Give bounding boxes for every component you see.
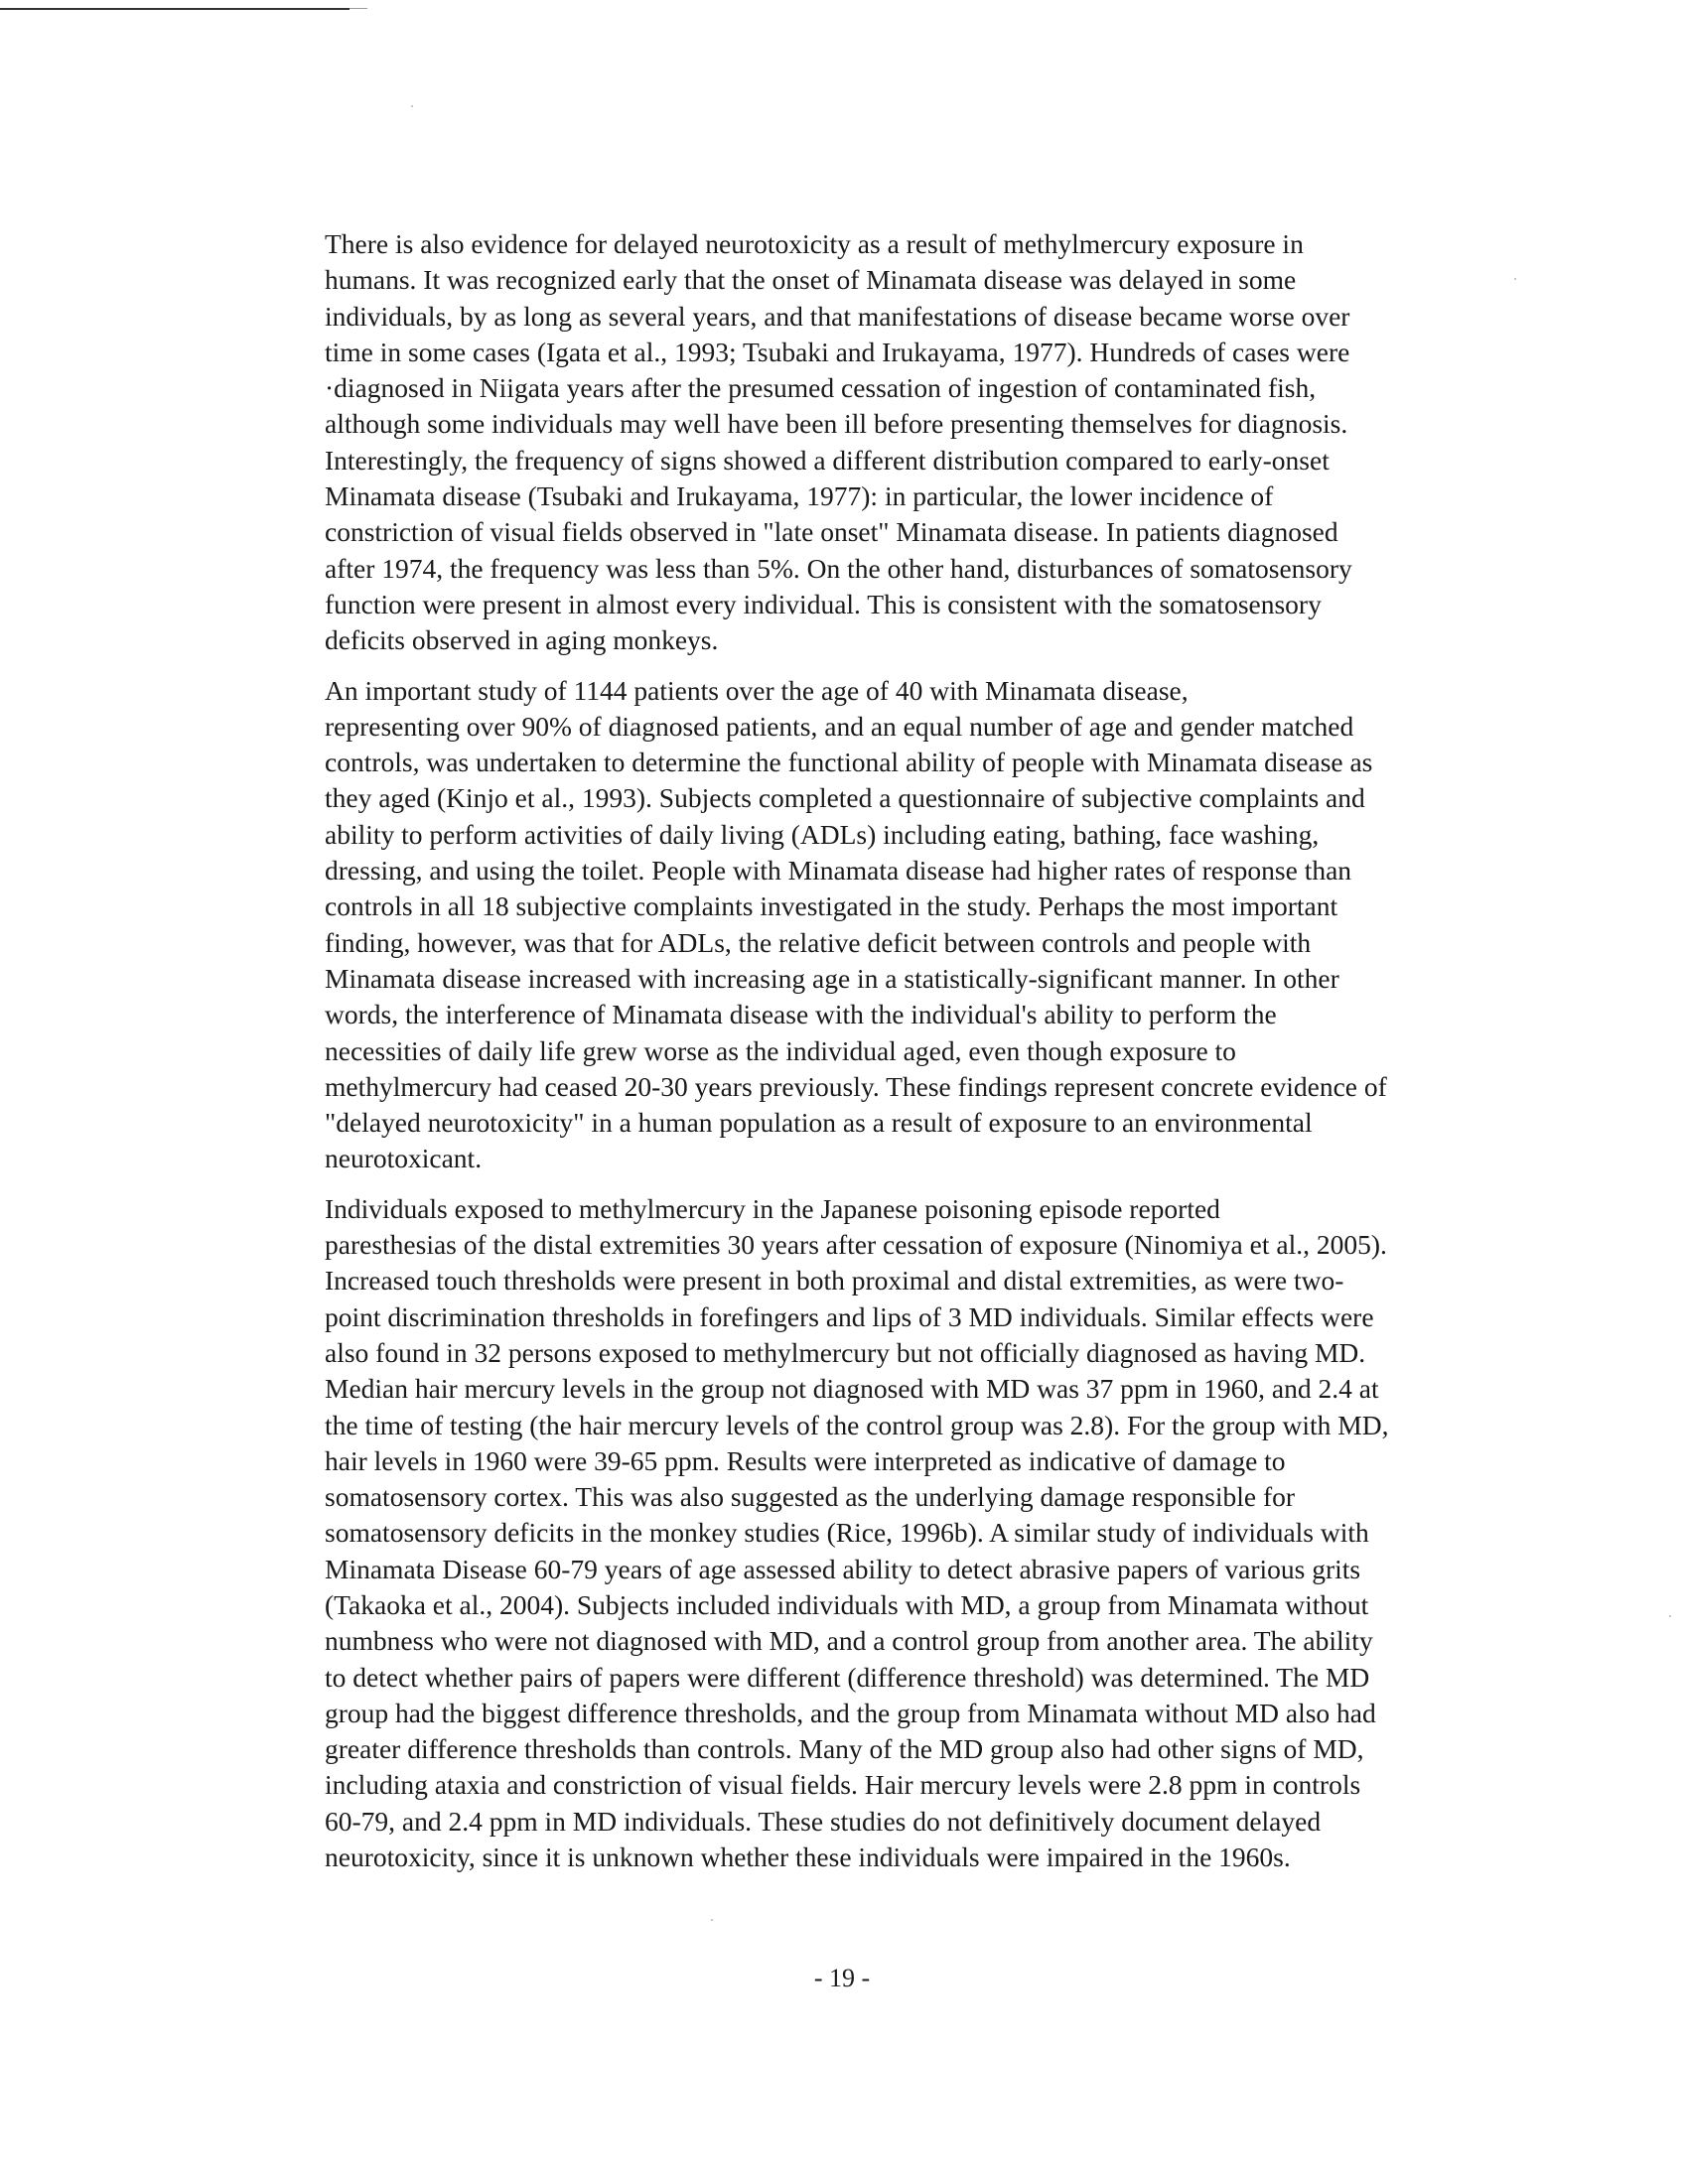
text-line: although some individuals may well have been ill before presenting themselves for diagnosis. — [325, 408, 1348, 440]
text-line: Increased touch thresholds were present in both proximal and distal extremities, as were two- — [325, 1265, 1344, 1297]
text-line: dressing, and using the toilet. People with Minamata disease had higher rates of response than — [325, 855, 1352, 887]
text-line: greater difference thresholds than controls. Many of the MD group also had other signs of MD, — [325, 1733, 1364, 1765]
text-line: Individuals exposed to methylmercury in the Japanese poisoning episode reported — [325, 1192, 1220, 1224]
text-line: to detect whether pairs of papers were different (difference threshold) was determined. The MD — [325, 1661, 1370, 1693]
text-line: deficits observed in aging monkeys. — [325, 624, 719, 656]
text-line: Minamata disease (Tsubaki and Irukayama, 1977): in particular, the lower incidence of — [325, 480, 1274, 512]
page-number: - 19 - — [813, 1964, 871, 1992]
text-line: ability to perform activities of daily living (ADLs) including eating, bathing, face washing, — [325, 818, 1320, 850]
text-line: 60-79, and 2.4 ppm in MD individuals. These studies do not definitively document delayed — [325, 1805, 1322, 1837]
scan-speck — [711, 1919, 713, 1921]
text-line: necessities of daily life grew worse as the individual aged, even though exposure to — [325, 1034, 1236, 1066]
text-line: controls, was undertaken to determine the functional ability of people with Minamata disease as — [325, 747, 1373, 778]
text-line: Interestingly, the frequency of signs showed a different distribution compared to early-onset — [325, 444, 1330, 476]
text-line: paresthesias of the distal extremities 30 years after cessation of exposure (Ninomiya et al., 2005). — [325, 1229, 1387, 1261]
text-line: There is also evidence for delayed neurotoxicity as a result of methylmercury exposure in — [325, 228, 1304, 259]
text-line: function were present in almost every individual. This is consistent with the somatosensory — [325, 588, 1322, 619]
text-line: time in some cases (Igata et al., 1993; Tsubaki and Irukayama, 1977). Hundreds of cases were — [325, 336, 1350, 367]
text-line: they aged (Kinjo et al., 1993). Subjects completed a questionnaire of subjective complaints and — [325, 782, 1365, 814]
text-line: words, the interference of Minamata disease with the individual's ability to perform the — [325, 999, 1277, 1030]
text-line: neurotoxicant. — [325, 1143, 483, 1174]
text-line: group had the biggest difference thresholds, and the group from Minamata without MD also had — [325, 1697, 1376, 1728]
text-line: finding, however, was that for ADLs, the relative deficit between controls and people with — [325, 926, 1312, 958]
text-line: controls in all 18 subjective complaints investigated in the study. Perhaps the most important — [325, 890, 1338, 922]
text-line: Median hair mercury levels in the group not diagnosed with MD was 37 ppm in 1960, and 2.4 at — [325, 1373, 1379, 1405]
header-rule-tail — [350, 8, 367, 9]
text-line: representing over 90% of diagnosed patients, and an equal number of age and gender matched — [325, 710, 1354, 742]
text-line: methylmercury had ceased 20-30 years previously. These findings represent concrete evidence of — [325, 1070, 1387, 1102]
header-rule — [0, 8, 350, 10]
text-line: after 1974, the frequency was less than 5%. On the other hand, disturbances of somatosensory — [325, 552, 1352, 584]
text-line: neurotoxicity, since it is unknown whether these individuals were impaired in the 1960s. — [325, 1842, 1291, 1873]
scan-speck — [1514, 278, 1516, 280]
text-line: constriction of visual fields observed in "late onset" Minamata disease. In patients diagnosed — [325, 516, 1338, 548]
document-body — [230, 226, 1481, 1889]
text-line: the time of testing (the hair mercury levels of the control group was 2.8). For the group with MD, — [325, 1409, 1389, 1440]
text-line: (Takaoka et al., 2004). Subjects included individuals with MD, a group from Minamata without — [325, 1588, 1369, 1620]
text-line: somatosensory cortex. This was also suggested as the underlying damage responsible for — [325, 1481, 1296, 1513]
text-line: humans. It was recognized early that the onset of Minamata disease was delayed in some — [325, 264, 1297, 296]
text-line: somatosensory deficits in the monkey studies (Rice, 1996b). A similar study of individuals with — [325, 1517, 1369, 1549]
text-line: ·diagnosed in Niigata years after the presumed cessation of ingestion of contaminated fish, — [325, 372, 1317, 404]
text-line: also found in 32 persons exposed to methylmercury but not officially diagnosed as having MD. — [325, 1336, 1366, 1368]
text-line: "delayed neurotoxicity" in a human population as a result of exposure to an environmental — [325, 1107, 1313, 1139]
text-line: including ataxia and constriction of visual fields. Hair mercury levels were 2.8 ppm in controls — [325, 1769, 1361, 1801]
paragraph-kinjo-study — [230, 673, 1481, 1177]
scan-speck — [411, 105, 413, 107]
text-line: Minamata Disease 60-79 years of age assessed ability to detect abrasive papers of various grits — [325, 1553, 1361, 1584]
scan-speck — [1669, 1615, 1671, 1617]
paragraph-delayed-neurotoxicity — [230, 226, 1481, 659]
text-line: point discrimination thresholds in forefingers and lips of 3 MD individuals. Similar effects were — [325, 1300, 1374, 1332]
text-line: An important study of 1144 patients over the age of 40 with Minamata disease, — [325, 674, 1189, 706]
text-line: numbness who were not diagnosed with MD, and a control group from another area. The ability — [325, 1625, 1373, 1657]
text-line: individuals, by as long as several years, and that manifestations of disease became worse over — [325, 300, 1350, 332]
text-line: Minamata disease increased with increasing age in a statistically-significant manner. In other — [325, 962, 1339, 994]
paragraph-japanese-poisoning-followup — [230, 1191, 1481, 1876]
text-line: hair levels in 1960 were 39-65 ppm. Results were interpreted as indicative of damage to — [325, 1444, 1286, 1476]
